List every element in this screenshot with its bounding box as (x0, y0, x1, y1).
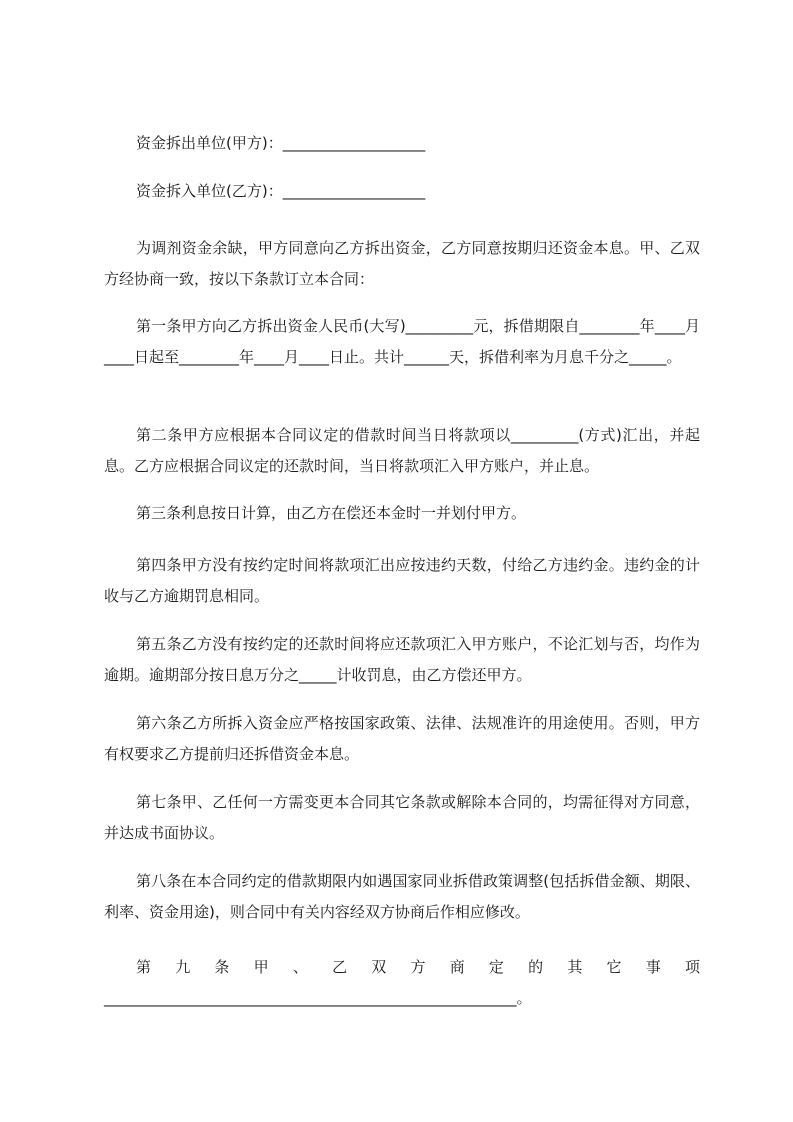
article-3-paragraph: 第三条利息按日计算，由乙方在偿还本金时一并划付甲方。 (136, 504, 527, 522)
lender-party-line: 资金拆出单位(甲方)：___________________ (136, 134, 426, 152)
borrower-party-line: 资金拆入单位(乙方)：___________________ (136, 182, 426, 200)
article-4-paragraph: 第四条甲方没有按约定时间将款项汇出应按违约天数，付给乙方违约金。违约金的计收与乙方逾期罚息相同。 (104, 556, 700, 605)
preamble-paragraph: 为调剂资金余缺，甲方同意向乙方拆出资金，乙方同意按期归还资金本息。甲、乙双方经协商一致，按以下条款订立本合同： (104, 239, 700, 288)
article-5-paragraph: 第五条乙方没有按约定的还款时间将应还款项汇入甲方账户，不论汇划与否，均作为逾期。逾期部分按日息万分之_____计收罚息，由乙方偿还甲方。 (104, 635, 700, 684)
article-6-paragraph: 第六条乙方所拆入资金应严格按国家政策、法律、法规准许的用途使用。否则，甲方有权要求乙方提前归还拆借资金本息。 (104, 714, 700, 763)
article-1-paragraph: 第一条甲方向乙方拆出资金人民币(大写)_________元，拆借期限自________年____月____日起至________年____月____日止。共计______天，拆借利率为月息千分之_____。 (104, 317, 700, 366)
article-2-paragraph: 第二条甲方应根据本合同议定的借款时间当日将款项以_________(方式)汇出，并起息。乙方应根据合同议定的还款时间，当日将款项汇入甲方账户，并止息。 (104, 426, 700, 475)
article-8-paragraph: 第八条在本合同约定的借款期限内如遇国家同业拆借政策调整(包括拆借金额、期限、利率、资金用途)，则合同中有关内容经双方协商后作相应修改。 (104, 872, 700, 921)
article-9-paragraph: 第九条甲、乙双方商定的其它事项_______________________________________________________。 (104, 958, 700, 1007)
article-7-paragraph: 第七条甲、乙任何一方需变更本合同其它条款或解除本合同的，均需征得对方同意，并达成书面协议。 (104, 793, 700, 842)
